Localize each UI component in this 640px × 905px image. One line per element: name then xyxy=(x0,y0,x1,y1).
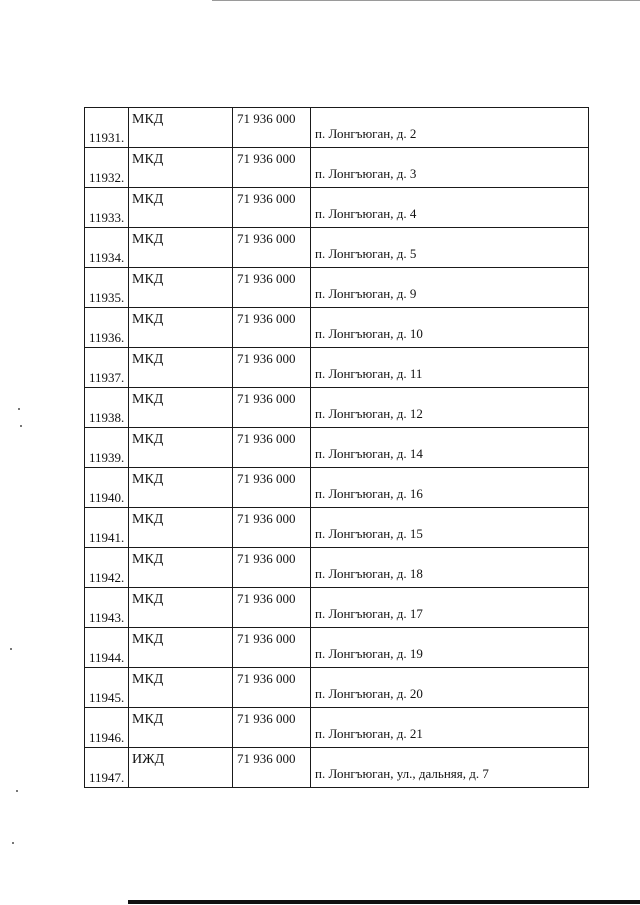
table-row xyxy=(85,628,589,668)
oktmo-code-text: 71 936 000 xyxy=(237,311,296,326)
row-number-text: 11936. xyxy=(89,330,125,345)
table-row xyxy=(85,548,589,588)
building-type-cell xyxy=(129,628,233,668)
address-text: п. Лонгъюган, д. 21 xyxy=(315,726,423,741)
oktmo-code-text: 71 936 000 xyxy=(237,151,296,166)
building-type-text: МКД xyxy=(132,152,164,167)
oktmo-code-text: 71 936 000 xyxy=(237,671,296,686)
row-number-text: 11940. xyxy=(89,490,125,505)
address-text: п. Лонгъюган, д. 2 xyxy=(315,126,417,141)
table-body xyxy=(85,108,589,788)
row-number-text: 11933. xyxy=(89,210,125,225)
address-text: п. Лонгъюган, д. 18 xyxy=(315,566,423,581)
table-row xyxy=(85,428,589,468)
address-cell xyxy=(311,468,589,508)
address-cell xyxy=(311,508,589,548)
building-type-text: МКД xyxy=(132,712,164,727)
building-type-text: МКД xyxy=(132,472,164,487)
address-cell xyxy=(311,348,589,388)
oktmo-code-cell xyxy=(233,308,311,348)
oktmo-code-cell xyxy=(233,748,311,788)
row-number-text: 11935. xyxy=(89,290,125,305)
building-type-cell xyxy=(129,388,233,428)
address-cell xyxy=(311,268,589,308)
address-cell xyxy=(311,668,589,708)
row-number-cell xyxy=(85,308,129,348)
oktmo-code-text: 71 936 000 xyxy=(237,591,296,606)
address-text: п. Лонгъюган, д. 16 xyxy=(315,486,423,501)
oktmo-code-cell xyxy=(233,428,311,468)
address-cell xyxy=(311,588,589,628)
row-number-cell xyxy=(85,228,129,268)
top-border-line xyxy=(212,0,640,1)
table-row xyxy=(85,388,589,428)
row-number-text: 11937. xyxy=(89,370,125,385)
address-text: п. Лонгъюган, д. 17 xyxy=(315,606,423,621)
scan-speck xyxy=(12,842,14,844)
building-type-cell xyxy=(129,148,233,188)
oktmo-code-cell xyxy=(233,668,311,708)
building-type-text: МКД xyxy=(132,552,164,567)
bottom-border-line xyxy=(128,900,640,904)
building-type-text: МКД xyxy=(132,392,164,407)
row-number-text: 11938. xyxy=(89,410,125,425)
row-number-text: 11939. xyxy=(89,450,125,465)
building-type-text: МКД xyxy=(132,192,164,207)
table-row xyxy=(85,468,589,508)
table-row xyxy=(85,748,589,788)
row-number-cell xyxy=(85,708,129,748)
address-cell xyxy=(311,148,589,188)
building-type-cell xyxy=(129,468,233,508)
oktmo-code-text: 71 936 000 xyxy=(237,631,296,646)
building-type-text: ИЖД xyxy=(132,752,165,767)
table-row xyxy=(85,148,589,188)
building-type-cell xyxy=(129,268,233,308)
table-row xyxy=(85,668,589,708)
housing-registry-table xyxy=(84,107,589,788)
building-type-text: МКД xyxy=(132,672,164,687)
address-cell xyxy=(311,708,589,748)
building-type-text: МКД xyxy=(132,352,164,367)
oktmo-code-cell xyxy=(233,228,311,268)
address-cell xyxy=(311,228,589,268)
building-type-cell xyxy=(129,588,233,628)
address-text: п. Лонгъюган, д. 3 xyxy=(315,166,417,181)
oktmo-code-cell xyxy=(233,108,311,148)
row-number-text: 11947. xyxy=(89,770,125,785)
building-type-text: МКД xyxy=(132,632,164,647)
oktmo-code-cell xyxy=(233,268,311,308)
row-number-text: 11932. xyxy=(89,170,125,185)
oktmo-code-cell xyxy=(233,588,311,628)
oktmo-code-cell xyxy=(233,348,311,388)
address-text: п. Лонгъюган, д. 9 xyxy=(315,286,417,301)
row-number-cell xyxy=(85,108,129,148)
row-number-text: 11942. xyxy=(89,570,125,585)
row-number-cell xyxy=(85,668,129,708)
building-type-cell xyxy=(129,348,233,388)
building-type-cell xyxy=(129,188,233,228)
table-row xyxy=(85,268,589,308)
address-cell xyxy=(311,308,589,348)
address-text: п. Лонгъюган, д. 10 xyxy=(315,326,423,341)
table-row xyxy=(85,588,589,628)
building-type-cell xyxy=(129,108,233,148)
address-cell xyxy=(311,428,589,468)
row-number-text: 11946. xyxy=(89,730,125,745)
row-number-cell xyxy=(85,508,129,548)
building-type-cell xyxy=(129,228,233,268)
building-type-text: МКД xyxy=(132,432,164,447)
table-row xyxy=(85,188,589,228)
oktmo-code-text: 71 936 000 xyxy=(237,431,296,446)
building-type-text: МКД xyxy=(132,232,164,247)
building-type-text: МКД xyxy=(132,112,164,127)
building-type-cell xyxy=(129,548,233,588)
oktmo-code-text: 71 936 000 xyxy=(237,271,296,286)
row-number-text: 11934. xyxy=(89,250,125,265)
table-row xyxy=(85,228,589,268)
row-number-cell xyxy=(85,388,129,428)
oktmo-code-text: 71 936 000 xyxy=(237,711,296,726)
row-number-cell xyxy=(85,548,129,588)
scan-speck xyxy=(10,648,12,650)
oktmo-code-cell xyxy=(233,508,311,548)
building-type-text: МКД xyxy=(132,512,164,527)
address-text: п. Лонгъюган, д. 5 xyxy=(315,246,417,261)
address-text: п. Лонгъюган, ул., дальняя, д. 7 xyxy=(315,766,489,781)
table-row xyxy=(85,348,589,388)
row-number-text: 11945. xyxy=(89,690,125,705)
row-number-cell xyxy=(85,628,129,668)
oktmo-code-text: 71 936 000 xyxy=(237,111,296,126)
row-number-cell xyxy=(85,428,129,468)
oktmo-code-text: 71 936 000 xyxy=(237,191,296,206)
address-text: п. Лонгъюган, д. 19 xyxy=(315,646,423,661)
address-cell xyxy=(311,628,589,668)
row-number-text: 11941. xyxy=(89,530,125,545)
building-type-cell xyxy=(129,308,233,348)
scan-speck xyxy=(18,408,20,410)
address-cell xyxy=(311,388,589,428)
scan-speck xyxy=(20,425,22,427)
address-text: п. Лонгъюган, д. 11 xyxy=(315,366,423,381)
address-text: п. Лонгъюган, д. 15 xyxy=(315,526,423,541)
row-number-text: 11944. xyxy=(89,650,125,665)
oktmo-code-text: 71 936 000 xyxy=(237,391,296,406)
building-type-text: МКД xyxy=(132,312,164,327)
building-type-text: МКД xyxy=(132,592,164,607)
building-type-cell xyxy=(129,708,233,748)
oktmo-code-cell xyxy=(233,628,311,668)
address-cell xyxy=(311,108,589,148)
table-row xyxy=(85,708,589,748)
address-cell xyxy=(311,188,589,228)
address-cell xyxy=(311,748,589,788)
building-type-cell xyxy=(129,748,233,788)
row-number-cell xyxy=(85,268,129,308)
address-cell xyxy=(311,548,589,588)
building-type-cell xyxy=(129,508,233,548)
address-text: п. Лонгъюган, д. 20 xyxy=(315,686,423,701)
oktmo-code-cell xyxy=(233,188,311,228)
building-type-cell xyxy=(129,428,233,468)
scan-speck xyxy=(16,790,18,792)
oktmo-code-text: 71 936 000 xyxy=(237,231,296,246)
address-text: п. Лонгъюган, д. 14 xyxy=(315,446,423,461)
table-row xyxy=(85,108,589,148)
oktmo-code-text: 71 936 000 xyxy=(237,471,296,486)
row-number-text: 11931. xyxy=(89,130,125,145)
oktmo-code-text: 71 936 000 xyxy=(237,551,296,566)
row-number-cell xyxy=(85,468,129,508)
address-text: п. Лонгъюган, д. 4 xyxy=(315,206,417,221)
oktmo-code-text: 71 936 000 xyxy=(237,351,296,366)
row-number-cell xyxy=(85,748,129,788)
table-row xyxy=(85,508,589,548)
row-number-cell xyxy=(85,148,129,188)
building-type-cell xyxy=(129,668,233,708)
oktmo-code-text: 71 936 000 xyxy=(237,751,296,766)
oktmo-code-cell xyxy=(233,548,311,588)
oktmo-code-cell xyxy=(233,708,311,748)
table-row xyxy=(85,308,589,348)
oktmo-code-cell xyxy=(233,148,311,188)
oktmo-code-text: 71 936 000 xyxy=(237,511,296,526)
building-type-text: МКД xyxy=(132,272,164,287)
row-number-cell xyxy=(85,348,129,388)
oktmo-code-cell xyxy=(233,388,311,428)
row-number-cell xyxy=(85,588,129,628)
row-number-text: 11943. xyxy=(89,610,125,625)
oktmo-code-cell xyxy=(233,468,311,508)
row-number-cell xyxy=(85,188,129,228)
address-text: п. Лонгъюган, д. 12 xyxy=(315,406,423,421)
